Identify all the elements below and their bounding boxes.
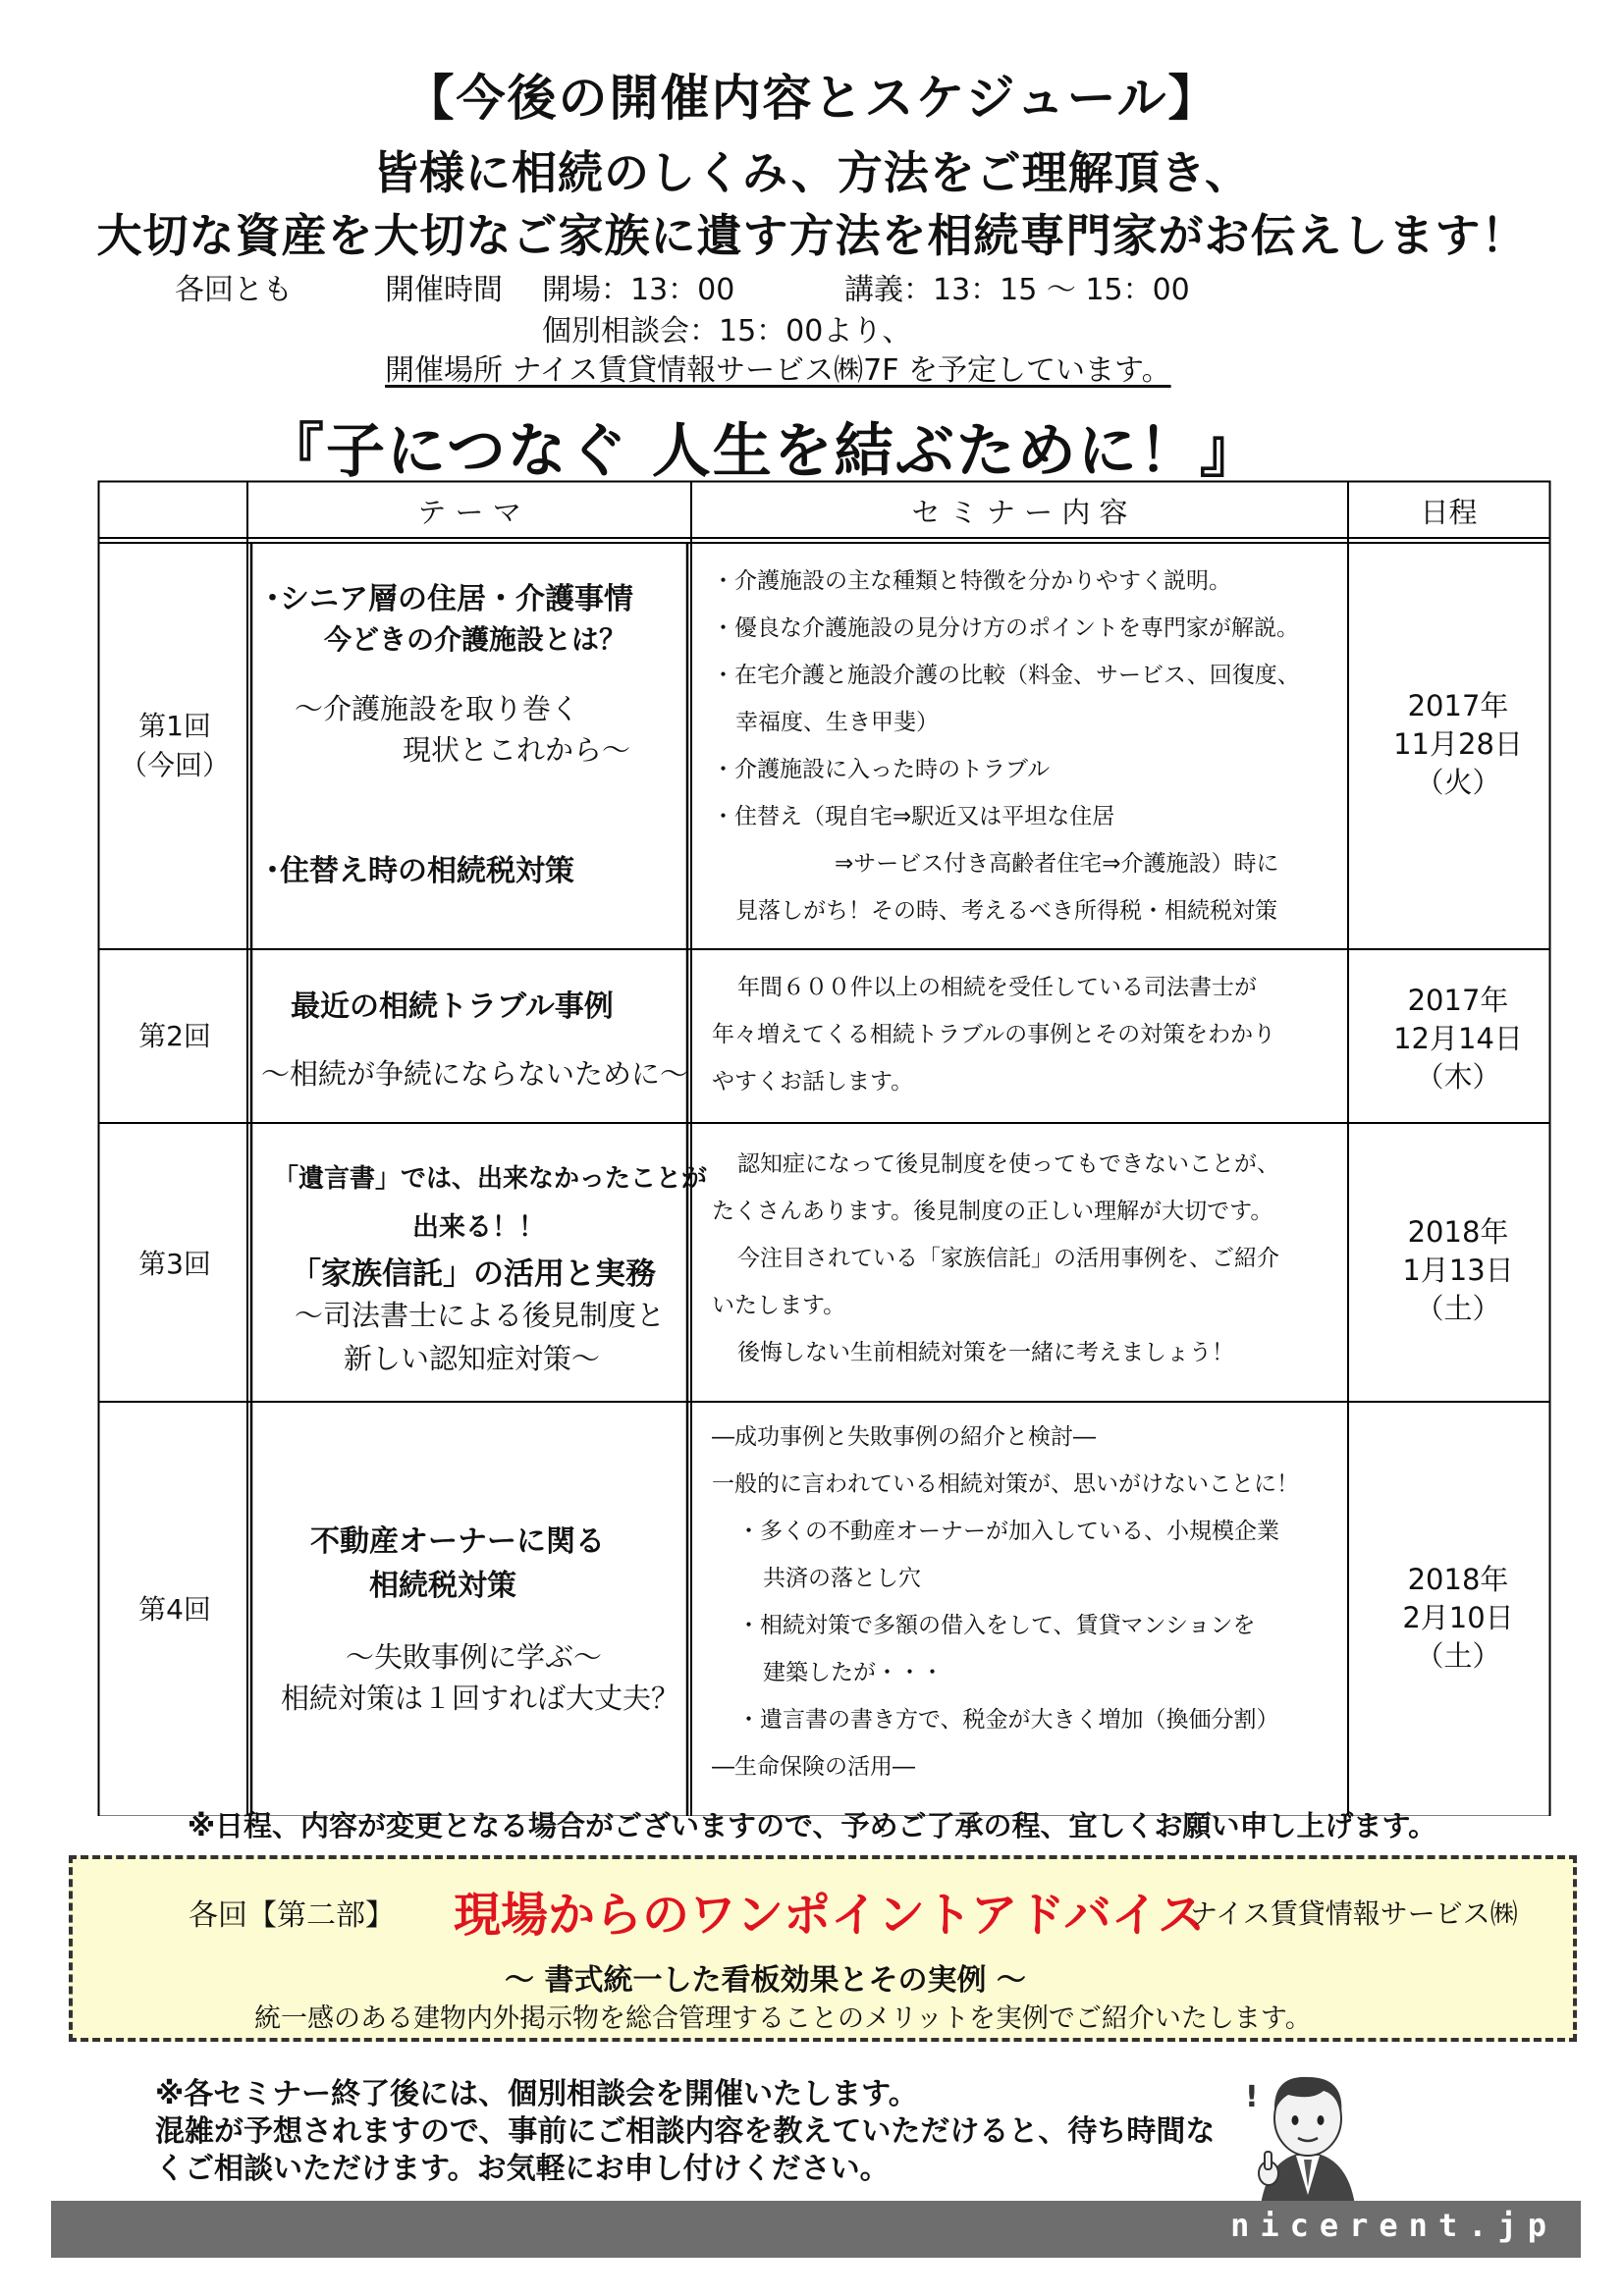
row4-date-day: 2月10日 [1402,1601,1514,1634]
row2-number [101,1017,248,1056]
row1-theme-title: ･シニア層の住居・介護事情 [265,582,633,616]
row2-date [1360,982,1556,1096]
row1-theme-note1: ～介護施設を取り巻く [295,692,580,725]
row3-content-line: 後悔しない生前相続対策を一緒に考えましょう！ [737,1340,1234,1365]
footer-url[interactable]: nicerent.jp [1230,2207,1557,2244]
schedule-each-time: 各回とも [175,273,293,307]
row3-date [1360,1213,1556,1328]
motto-heading: 『子につなぐ 人生を結ぶために！』 [265,417,1261,486]
schedule-change-notice: ※日程、内容が変更となる場合がございますので、予めご了承の程、宜しくお願い申し上げます。 [187,1809,1437,1842]
row3-number [101,1245,248,1284]
footnote-line: 混雑が予想されますので、事前にご相談内容を教えていただけると、待ち時間な [155,2114,1216,2149]
lead-line-1: 皆様に相続のしくみ、方法をご理解頂き、 [373,146,1251,199]
row3-content-line: 認知症になって後見制度を使ってもできないことが、 [737,1151,1279,1177]
row1-content-line: 幸福度、生き甲斐） [735,710,939,735]
row3-date-weekday: （土） [1415,1292,1501,1325]
footnote-line: ※各セミナー終了後には、個別相談会を開催いたします。 [155,2077,918,2111]
row4-date-year: 2018年 [1407,1563,1509,1596]
advice-description: 統一感のある建物内外掲示物を総合管理することのメリットを実例でご紹介いたします。 [254,2003,1312,2034]
schedule-time-label: 開催時間 [385,273,503,307]
row1-content-line: 見落しがち！その時、考えるべき所得税・相続税対策 [735,898,1277,924]
advice-headline: 現場からのワンポイントアドバイス [454,1888,1206,1943]
svg-text:!: ! [1245,2080,1259,2114]
row3-content [712,1141,1279,1376]
advice-subtitle: ～ 書式統一した看板効果とその実例 ～ [505,1963,1026,1998]
row1-content-line: ・介護施設に入った時のトラブル [712,757,1051,782]
row1-date-year: 2017年 [1407,689,1509,722]
row4-content-line: 一般的に言われている相続対策が、思いがけないことに！ [712,1471,1299,1497]
row3-theme-line2: 出来る！！ [412,1212,545,1243]
row4-number-label: 第4回 [138,1593,211,1626]
footnote-line: くご相談いただけます。お気軽にお申し付けください。 [155,2152,890,2186]
row1-date-day: 11月28日 [1393,727,1523,761]
row1-theme-title2: ･住替え時の相続税対策 [265,854,574,888]
row2-date-weekday: （木） [1415,1060,1501,1094]
row2-theme-title: 最近の相続トラブル事例 [291,989,614,1024]
row4-theme-note1: ～失敗事例に学ぶ～ [346,1640,603,1674]
header-date: 日程 [1420,496,1478,529]
advice-label: 各回【第二部】 [189,1898,395,1933]
row1-content-line: ・在宅介護と施設介護の比較（料金、サービス、回復度、 [712,663,1300,688]
row3-date-year: 2018年 [1407,1215,1509,1249]
row4-content-line: ―生命保険の活用― [712,1754,915,1780]
row4-theme-title2: 相続税対策 [369,1569,516,1603]
schedule-consult: 個別相談会：15：00より、 [542,314,912,348]
header-content: セ ミ ナ ー 内 容 [911,496,1128,529]
page-title: 【今後の開催内容とスケジュール】 [405,70,1219,127]
row2-content [712,964,1275,1105]
schedule-venue: 開催場所 ナイス賃貸情報サービス㈱7F を予定しています。 [385,353,1171,388]
advice-company: ナイス賃貸情報サービス㈱ [1190,1897,1518,1930]
footer-bar [51,2201,1581,2258]
row1-content-line: ・介護施設の主な種類と特徴を分かりやすく説明。 [712,568,1231,594]
row4-content-line: ―成功事例と失敗事例の紹介と検討― [712,1424,1096,1450]
row4-number [101,1590,248,1629]
row4-theme-title1: 不動産オーナーに関る [310,1524,605,1559]
row1-theme-note2: 現状とこれから～ [403,733,631,767]
row4-content-line: 共済の落とし穴 [763,1566,921,1591]
consultant-illustration-icon [1239,2057,1377,2205]
row1-current-label: （今回） [119,749,230,781]
row2-number-label: 第2回 [138,1020,211,1052]
row3-theme-line1: 「遺言書」では、出来なかったことが [273,1164,708,1194]
row1-number-label: 第1回 [138,710,211,742]
row1-theme-subtitle: 今どきの介護施設とは？ [324,623,627,656]
row4-content-line: ・遺言書の書き方で、税金が大きく増加（換価分割） [737,1707,1279,1733]
row4-content-line: ・相続対策で多額の借入をして、賃貸マンションを [737,1613,1256,1638]
row3-number-label: 第3回 [138,1248,211,1280]
row3-content-line: たくさんあります。後見制度の正しい理解が大切です。 [712,1199,1273,1224]
lead-line-2: 大切な資産を大切なご家族に遺す方法を相続専門家がお伝えします！ [96,209,1528,262]
row2-content-line: やすくお話します。 [712,1069,914,1095]
row3-content-line: いたします。 [712,1293,846,1318]
row4-date [1360,1561,1556,1676]
row4-content-line: 建築したが・・・ [763,1660,944,1685]
row1-content [712,558,1300,934]
row2-theme-note: ～相続が争続にならないために～ [261,1057,689,1091]
row2-content-line: 年間６００件以上の相続を受任している司法書士が [737,975,1257,1000]
row3-date-day: 1月13日 [1402,1254,1514,1287]
schedule-open: 開場：13：00 [542,273,735,307]
row3-content-line: 今注目されている「家族信託」の活用事例を、ご紹介 [737,1246,1279,1271]
row1-content-line: ⇒サービス付き高齢者住宅⇒介護施設）時に [835,851,1279,877]
row2-content-line: 年々増えてくる相続トラブルの事例とその対策をわかり [712,1022,1276,1047]
row1-content-line: ・優良な介護施設の見分け方のポイントを専門家が解説。 [712,615,1299,641]
row1-number [101,707,248,785]
row2-date-year: 2017年 [1407,984,1509,1017]
schedule-lecture: 講義：13：15 ～ 15：00 [844,273,1190,307]
row3-theme-note1: ～司法書士による後見制度と [295,1299,666,1332]
row4-date-weekday: （土） [1415,1639,1501,1673]
row3-theme-title: 「家族信託」の活用と実務 [291,1256,656,1292]
header-theme: テ ー マ [417,496,521,529]
row4-content [712,1414,1299,1790]
row3-theme-note2: 新しい認知症対策～ [344,1342,601,1375]
row2-date-day: 12月14日 [1393,1022,1523,1055]
row1-content-line: ・住替え（現自宅⇒駅近又は平坦な住居 [712,804,1115,829]
row4-content-line: ・多くの不動産オーナーが加入している、小規模企業 [737,1519,1279,1544]
row4-theme-note2: 相続対策は１回すれば大丈夫？ [281,1682,680,1715]
advice-box [69,1855,1577,2042]
row1-date-weekday: （火） [1415,766,1501,799]
consultation-footnote [155,2076,1215,2188]
row1-date [1360,687,1556,802]
